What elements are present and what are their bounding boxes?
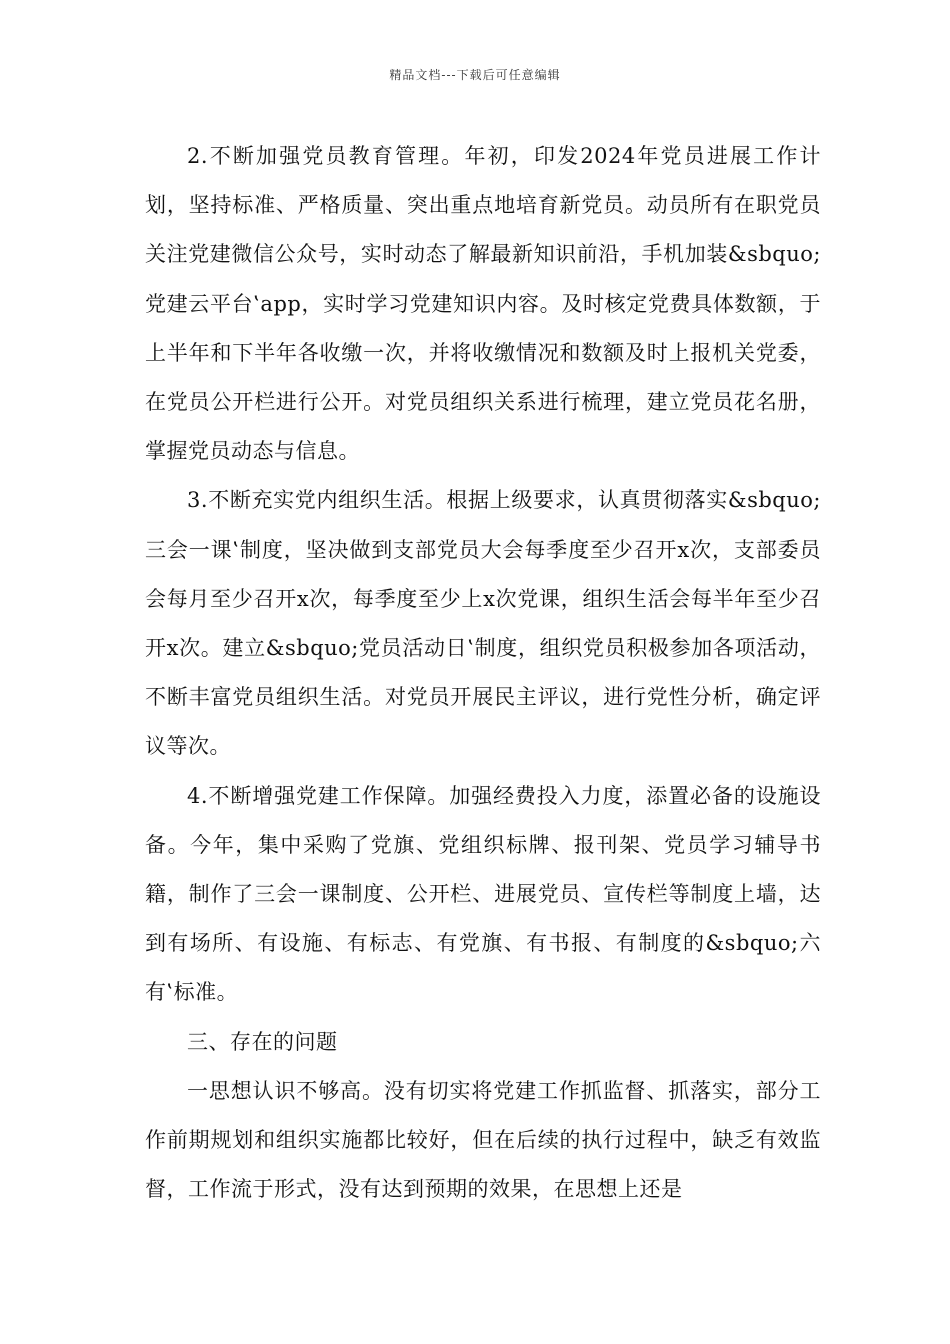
paragraph-work-guarantee: 4.不断增强党建工作保障。加强经费投入力度，添置必备的设施设备。今年，集中采购了党旗、党组织标牌、报刊架、党员学习辅导书籍，制作了三会一课制度、公开栏、进展党员、宣传栏等制度上墙，达到有场所、有设施、有标志、有党旗、有书报、有制度的&sbquo;六有‛标准。 bbox=[145, 783, 821, 1005]
paragraph-ideological-awareness: 一思想认识不够高。没有切实将党建工作抓监督、抓落实，部分工作前期规划和组织实施都比较好，但在后续的执行过程中，缺乏有效监督，工作流于形式，没有达到预期的效果，在思想上还是 bbox=[145, 1078, 821, 1202]
page-header: 精品文档---下载后可任意编辑 bbox=[389, 68, 561, 82]
document-body bbox=[145, 132, 821, 1214]
section-heading-problems: 三、存在的问题 bbox=[187, 1029, 338, 1054]
paragraph-party-member-education: 2.不断加强党员教育管理。年初，印发2024年党员进展工作计划，坚持标准、严格质量、突出重点地培育新党员。动员所有在职党员关注党建微信公众号，实时动态了解最新知识前沿，手机加装&sbquo;党建云平台‛app，实时学习党建知识内容。及时核定党费具体数额，于上半年和下半年各收缴一次，并将收缴情况和数额及时上报机关党委，在党员公开栏进行公开。对党员组织关系进行梳理，建立党员花名册，掌握党员动态与信息。 bbox=[145, 144, 821, 464]
paragraph-organization-life: 3.不断充实党内组织生活。根据上级要求，认真贯彻落实&sbquo;三会一课‛制度，坚决做到支部党员大会每季度至少召开x次，支部委员会每月至少召开x次，每季度至少上x次党课，组织生活会每半年至少召开x次。建立&sbquo;党员活动日‛制度，组织党员积极参加各项活动，不断丰富党员组织生活。对党员开展民主评议，进行党性分析，确定评议等次。 bbox=[145, 488, 821, 759]
